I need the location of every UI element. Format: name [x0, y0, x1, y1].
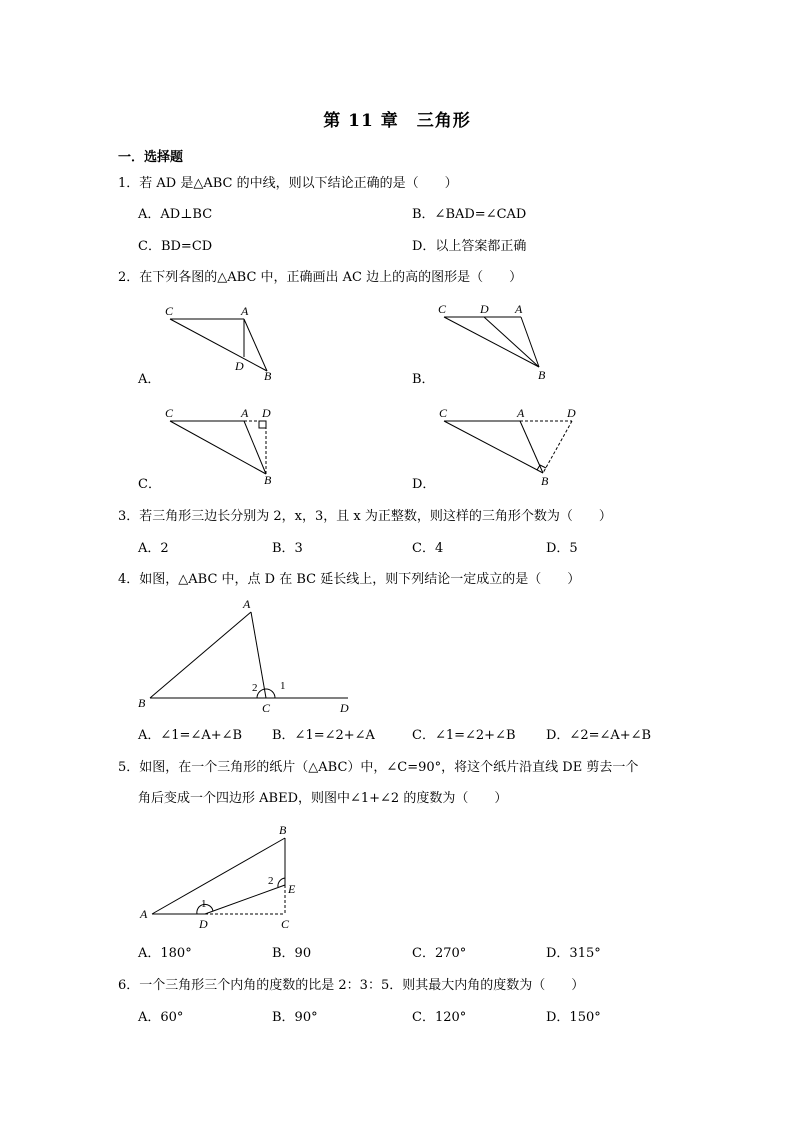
q1-stem: 1．若 AD 是△ABC 的中线，则以下结论正确的是（ ）	[118, 176, 458, 191]
label-b: B	[264, 473, 272, 487]
label-a: A	[517, 406, 525, 420]
q2-option-a[interactable]: A．	[138, 372, 161, 387]
label-d: D	[262, 406, 271, 420]
label-a: A	[243, 597, 251, 611]
label-d: D	[235, 359, 244, 373]
page-title: 第 11 章 三角形	[323, 111, 471, 131]
label-c: C	[262, 701, 271, 715]
label-d: D	[567, 406, 576, 420]
label-c: C	[438, 302, 447, 316]
label-a: A	[140, 907, 148, 921]
label-a: A	[241, 406, 249, 420]
angle-1-label: 1	[280, 680, 286, 692]
q2-figure-b	[434, 300, 564, 385]
q1-option-b[interactable]: B．∠BAD=∠CAD	[412, 207, 527, 222]
q3-stem: 3．若三角形三边长分别为 2，x，3，且 x 为正整数，则这样的三角形个数为（ ）	[118, 509, 612, 524]
q4-option-c[interactable]: C．∠1=∠2+∠B	[412, 728, 516, 743]
q5-option-c[interactable]: C．270°	[412, 946, 467, 961]
label-a: A	[515, 302, 523, 316]
q4-option-b[interactable]: B．∠1=∠2+∠A	[272, 728, 375, 743]
label-c: C	[281, 917, 290, 931]
label-c: C	[439, 406, 448, 420]
q5-option-b[interactable]: B．90	[272, 946, 312, 961]
q6-option-b[interactable]: B．90°	[272, 1010, 318, 1025]
q3-option-c[interactable]: C．4	[412, 541, 444, 556]
label-b: B	[138, 696, 146, 710]
label-b: B	[538, 368, 546, 382]
q2-option-d[interactable]: D．	[412, 477, 436, 492]
q6-stem: 6．一个三角形三个内角的度数的比是 2：3：5．则其最大内角的度数为（ ）	[118, 978, 585, 993]
q4-figure	[135, 594, 365, 719]
label-a: A	[241, 304, 249, 318]
label-b: B	[279, 823, 287, 837]
q6-option-c[interactable]: C．120°	[412, 1010, 467, 1025]
q5-stem-line1: 5．如图，在一个三角形的纸片（△ABC）中，∠C=90°，将这个纸片沿直线 DE 剪去一个	[118, 760, 639, 775]
q2-option-b[interactable]: B．	[412, 372, 435, 387]
q2-figure-d	[434, 402, 584, 492]
angle-2-label: 2	[268, 875, 274, 887]
q4-option-a[interactable]: A．∠1=∠A+∠B	[138, 728, 243, 743]
q5-stem-line2: 角后变成一个四边形 ABED，则图中∠1+∠2 的度数为（ ）	[138, 791, 508, 806]
label-b: B	[264, 369, 272, 383]
q3-option-a[interactable]: A．2	[138, 541, 169, 556]
angle-2-label: 2	[252, 682, 258, 694]
q5-figure	[135, 818, 315, 938]
q3-option-d[interactable]: D．5	[546, 541, 578, 556]
angle-1-label: 1	[201, 898, 207, 910]
q4-stem: 4．如图，△ABC 中，点 D 在 BC 延长线上，则下列结论一定成立的是（ ）	[118, 572, 581, 587]
label-c: C	[165, 406, 174, 420]
q5-option-a[interactable]: A．180°	[138, 946, 192, 961]
q1-option-a[interactable]: A．AD⊥BC	[138, 207, 213, 222]
label-d: D	[480, 302, 489, 316]
label-d: D	[340, 701, 349, 715]
q2-figure-c	[160, 402, 290, 492]
label-d: D	[199, 917, 208, 931]
label-c: C	[165, 304, 174, 318]
q4-option-d[interactable]: D．∠2=∠A+∠B	[546, 728, 652, 743]
q2-option-c[interactable]: C．	[138, 477, 161, 492]
q6-option-a[interactable]: A．60°	[138, 1010, 184, 1025]
q1-option-c[interactable]: C．BD=CD	[138, 239, 213, 254]
q2-figure-a	[160, 300, 290, 385]
label-e: E	[288, 882, 296, 896]
section-heading: 一．选择题	[118, 150, 184, 165]
label-b: B	[541, 474, 549, 488]
q5-option-d[interactable]: D．315°	[546, 946, 601, 961]
q3-option-b[interactable]: B．3	[272, 541, 303, 556]
q1-option-d[interactable]: D．以上答案都正确	[412, 239, 527, 254]
q2-stem: 2．在下列各图的△ABC 中，正确画出 AC 边上的高的图形是（ ）	[118, 270, 523, 285]
q6-option-d[interactable]: D．150°	[546, 1010, 601, 1025]
